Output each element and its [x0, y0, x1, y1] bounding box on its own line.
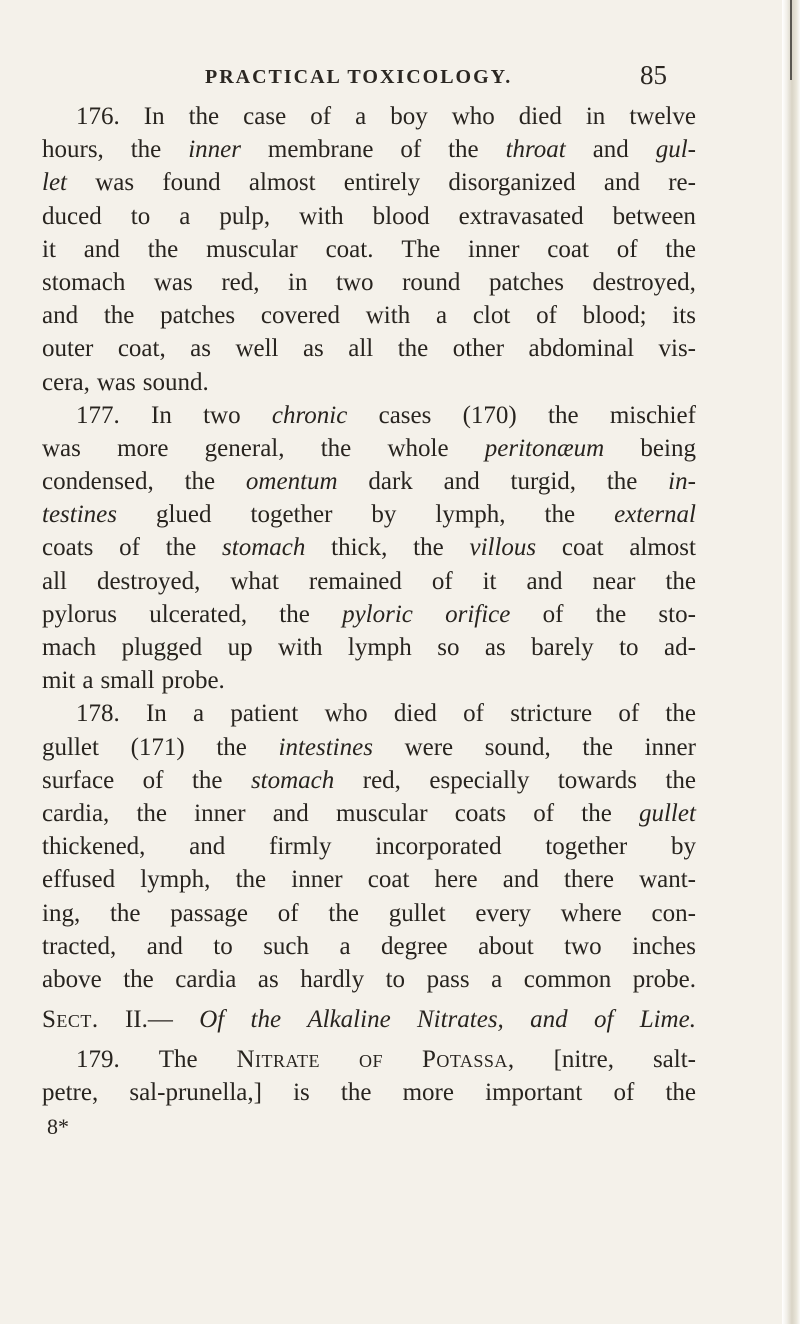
word: hardly — [300, 965, 365, 993]
word: almost — [248, 169, 316, 197]
word: the — [216, 733, 247, 761]
text-line — [42, 299, 696, 332]
word: were — [404, 733, 454, 761]
text-line — [42, 1076, 696, 1109]
word: hours, — [42, 136, 104, 164]
word: omentum — [245, 468, 338, 496]
word: In — [151, 401, 172, 429]
word: coat. — [325, 235, 374, 263]
word: gullet — [638, 799, 696, 827]
word: barely — [531, 634, 594, 661]
word: remained — [308, 567, 402, 595]
word: all — [42, 567, 67, 595]
word: general, — [204, 434, 285, 462]
word: by — [371, 501, 397, 529]
word: peritonæum — [484, 434, 605, 462]
word: muscular — [335, 799, 428, 827]
word: coat — [367, 866, 410, 894]
word: want- — [639, 866, 696, 894]
word: mit — [42, 667, 76, 695]
word: with — [278, 634, 323, 661]
word: firmly — [269, 833, 332, 861]
word: 177. — [76, 401, 120, 429]
word: the — [328, 899, 359, 927]
text-line — [42, 166, 696, 199]
word: the — [548, 401, 579, 429]
word: and — [526, 567, 563, 595]
word: of — [142, 766, 164, 794]
word: the — [123, 965, 154, 993]
word: of — [431, 567, 453, 595]
word: of — [310, 103, 332, 130]
page-edge — [782, 0, 800, 1324]
word: case — [243, 103, 287, 130]
word: a — [179, 202, 191, 230]
word: of — [542, 600, 564, 628]
word: pyloric — [342, 600, 413, 628]
text-line — [42, 1043, 696, 1076]
text-line — [42, 897, 696, 930]
word: pass — [426, 965, 470, 993]
word: the — [165, 534, 197, 562]
word: above — [42, 965, 102, 993]
word: the — [191, 766, 223, 794]
word: inner — [291, 866, 343, 894]
word: and — [592, 136, 629, 164]
word: with — [365, 302, 411, 330]
word: the — [147, 235, 179, 263]
word: it — [482, 567, 497, 595]
word: salt- — [652, 1046, 696, 1074]
word: inner — [468, 235, 520, 263]
word: as — [257, 965, 279, 993]
word: who — [324, 700, 368, 728]
word: coats — [454, 799, 507, 827]
word: coats — [42, 534, 94, 562]
word: of — [400, 136, 422, 164]
word: mach — [42, 634, 97, 661]
word: cardia, — [42, 799, 110, 827]
word: Lime. — [639, 1006, 696, 1034]
word: ad- — [663, 634, 696, 661]
word: cases — [378, 401, 432, 429]
word: patient — [230, 700, 299, 728]
word: was — [42, 434, 81, 462]
word: probe. — [161, 667, 225, 695]
word: and — [443, 468, 480, 496]
word: more — [402, 1079, 454, 1107]
word: near — [592, 567, 636, 595]
word: sound. — [142, 368, 209, 396]
word: lymph — [347, 634, 412, 661]
word: of — [593, 1006, 614, 1034]
word: red, — [362, 766, 401, 794]
word: about — [478, 932, 534, 960]
word: died — [518, 103, 562, 130]
word: common — [523, 965, 612, 993]
word: the — [448, 136, 479, 164]
word: re- — [668, 169, 696, 197]
word: extravasated — [458, 202, 584, 230]
text-line — [42, 863, 696, 896]
word: external — [614, 501, 696, 529]
word: lymph, — [435, 501, 506, 529]
word: other — [452, 335, 505, 363]
word: the — [581, 799, 612, 827]
text-line — [42, 366, 696, 399]
word: pylorus — [42, 600, 117, 628]
page-number: 85 — [640, 60, 667, 90]
word: red, — [221, 268, 260, 296]
text-line — [42, 731, 696, 764]
word: the — [582, 733, 613, 761]
text-line — [42, 233, 696, 266]
word: the — [544, 501, 576, 529]
word: it — [42, 235, 56, 263]
word: the — [279, 600, 310, 628]
word: coat — [547, 235, 589, 263]
word: well — [235, 335, 279, 363]
word: the — [250, 1006, 282, 1034]
word: intestines — [278, 733, 373, 761]
word: The — [401, 235, 441, 263]
word: vis- — [658, 335, 696, 363]
word: blood — [372, 202, 430, 230]
word: gul- — [655, 136, 696, 164]
word: tracted, — [42, 932, 117, 960]
word: inches — [632, 932, 696, 960]
word: ing, — [42, 899, 81, 927]
text-line — [42, 531, 696, 564]
word: stomach — [250, 766, 335, 794]
word: coat, — [117, 335, 166, 363]
word: the — [103, 302, 135, 330]
word: the — [184, 468, 216, 496]
word: to — [213, 932, 233, 960]
word: condensed, — [42, 468, 154, 496]
word: sto- — [658, 600, 696, 628]
word: such — [263, 932, 310, 960]
binding-line — [790, 0, 792, 80]
word: stricture — [510, 700, 593, 728]
text-line — [42, 200, 696, 233]
word: surface — [42, 766, 115, 794]
word: who — [451, 103, 495, 130]
word: in — [585, 103, 606, 130]
word: thick, — [331, 534, 388, 562]
word: the — [320, 434, 352, 462]
text-line — [42, 797, 696, 830]
word: the — [397, 335, 429, 363]
word: two — [203, 401, 241, 429]
word: between — [612, 202, 696, 230]
word: the — [595, 600, 627, 628]
word: patches — [160, 302, 236, 330]
word: passage — [170, 899, 249, 927]
word: 176. — [76, 103, 120, 130]
text-line — [42, 930, 696, 963]
text-line — [42, 432, 696, 465]
word: where — [560, 899, 622, 927]
word: In — [145, 700, 167, 728]
word: the — [665, 766, 696, 794]
word: cardia — [175, 965, 237, 993]
word: pulp, — [219, 202, 271, 230]
word: to — [385, 965, 406, 993]
word: [nitre, — [553, 1046, 614, 1074]
word: round — [402, 268, 461, 296]
word: there — [563, 866, 614, 894]
text-line — [42, 498, 696, 531]
word: a — [193, 700, 205, 728]
word: duced — [42, 202, 102, 230]
word: up — [227, 634, 253, 661]
word: inner — [644, 733, 696, 761]
word: probe. — [632, 965, 696, 993]
word: The — [158, 1046, 198, 1074]
page-header — [205, 60, 667, 96]
word: the — [606, 468, 638, 496]
word: was — [95, 169, 135, 197]
word: gullet — [388, 899, 446, 927]
word: stomach — [222, 534, 306, 562]
word: Sect. — [42, 1006, 99, 1034]
word: as — [484, 634, 506, 661]
word: Alkaline — [307, 1006, 391, 1034]
text-line — [42, 332, 696, 365]
word: patches — [488, 268, 564, 296]
text-line — [42, 1110, 696, 1138]
text-line — [42, 1003, 696, 1036]
word: here — [434, 866, 478, 894]
text-line — [42, 598, 696, 631]
text-line — [42, 963, 696, 996]
word: of — [616, 235, 638, 263]
word: important — [485, 1079, 583, 1107]
text-line — [42, 764, 696, 797]
word: in- — [668, 468, 696, 496]
word: let — [42, 169, 67, 197]
word: 178. — [76, 700, 120, 728]
word: a — [435, 302, 448, 330]
word: of — [463, 700, 484, 728]
word: Nitrate — [236, 1046, 321, 1074]
word: Nitrates, — [416, 1006, 504, 1034]
word: more — [117, 434, 169, 462]
word: membrane — [267, 136, 374, 164]
word: outer — [42, 335, 94, 363]
word: twelve — [629, 103, 696, 130]
word: of — [613, 1079, 635, 1107]
word: by — [670, 833, 696, 861]
word: abdominal — [528, 335, 635, 363]
word: (170) — [462, 401, 517, 429]
word: is — [293, 1079, 310, 1107]
word: especially — [429, 766, 530, 794]
text-line — [42, 664, 696, 697]
word: and — [502, 866, 539, 894]
word: of — [119, 534, 140, 562]
word: dark — [368, 468, 413, 496]
word: sal-prunella,] — [129, 1079, 262, 1107]
word: destroyed, — [592, 268, 696, 296]
word: small — [100, 667, 155, 695]
word: inner — [188, 136, 241, 164]
word: turgid, — [510, 468, 577, 496]
word: the — [665, 567, 696, 595]
word: the — [130, 136, 162, 164]
word: Of — [199, 1006, 225, 1034]
word: blood; — [582, 302, 647, 330]
word: villous — [469, 534, 537, 562]
word: together — [250, 501, 333, 529]
word: II.— — [124, 1006, 173, 1034]
word: and — [189, 833, 226, 861]
word: a — [491, 965, 503, 993]
text-line — [42, 100, 696, 133]
word: the — [340, 1079, 372, 1107]
word: as — [190, 335, 211, 363]
word: Potassa, — [421, 1046, 515, 1074]
word: clot — [472, 302, 511, 330]
text-line — [42, 631, 696, 664]
word: a — [339, 932, 351, 960]
word: testines — [42, 501, 117, 529]
word: was — [96, 368, 136, 396]
word: sound, — [484, 733, 551, 761]
word: as — [302, 335, 324, 363]
word: glued — [155, 501, 212, 529]
word: to — [130, 202, 151, 230]
word: muscular — [206, 235, 298, 263]
text-line — [42, 697, 696, 730]
word: of — [358, 1046, 383, 1074]
word: inner — [194, 799, 246, 827]
word: towards — [557, 766, 637, 794]
word: and — [272, 799, 309, 827]
word: to — [619, 634, 639, 661]
word: of — [618, 700, 640, 728]
word: (171) — [130, 733, 185, 761]
word: degree — [381, 932, 448, 960]
word: and — [603, 169, 640, 197]
word: found — [162, 169, 221, 197]
word: orifice — [445, 600, 511, 628]
word: and — [530, 1006, 568, 1034]
word: all — [348, 335, 374, 363]
word: 179. — [76, 1046, 120, 1074]
word: every — [475, 899, 531, 927]
word: together — [545, 833, 628, 861]
body-text — [42, 100, 696, 1138]
word: two — [336, 268, 374, 296]
word: the — [188, 103, 220, 130]
word: a — [82, 667, 94, 695]
word: being — [640, 434, 696, 462]
word: covered — [260, 302, 340, 330]
word: the — [665, 235, 696, 263]
word: cera, — [42, 368, 90, 396]
word: what — [230, 567, 279, 595]
word: its — [672, 302, 696, 330]
word: two — [564, 932, 602, 960]
word: ulcerated, — [149, 600, 248, 628]
text-line — [42, 465, 696, 498]
word: so — [437, 634, 460, 661]
word: con- — [651, 899, 696, 927]
word: and — [83, 235, 120, 263]
text-line — [42, 830, 696, 863]
word: the — [665, 700, 696, 728]
word: effused — [42, 866, 116, 894]
word: disorganized — [448, 169, 576, 197]
word: almost — [629, 534, 696, 562]
text-line — [42, 399, 696, 432]
word: In — [143, 103, 165, 130]
word: thickened, — [42, 833, 146, 861]
word: with — [299, 202, 344, 230]
word: boy — [390, 103, 428, 130]
word: stomach — [42, 268, 126, 296]
word: mischief — [609, 401, 696, 429]
word: gullet — [42, 733, 99, 761]
word: and — [42, 302, 79, 330]
word: plugged — [121, 634, 203, 661]
word: coat — [561, 534, 604, 562]
word: in — [288, 268, 308, 296]
word: the — [665, 1079, 696, 1107]
word: of — [533, 799, 555, 827]
word: destroyed, — [96, 567, 201, 595]
word: throat — [505, 136, 566, 164]
word: the — [235, 866, 267, 894]
word: died — [393, 700, 437, 728]
word: incorporated — [375, 833, 502, 861]
word: 8* — [47, 1113, 69, 1139]
word: of — [277, 899, 299, 927]
word: petre, — [42, 1079, 99, 1107]
word: entirely — [343, 169, 421, 197]
word: whole — [387, 434, 449, 462]
word: a — [355, 103, 367, 130]
word: chronic — [271, 401, 348, 429]
word: was — [153, 268, 193, 296]
word: of — [536, 302, 557, 330]
word: and — [146, 932, 183, 960]
word: lymph, — [140, 866, 211, 894]
word: the — [136, 799, 168, 827]
text-line — [42, 266, 696, 299]
text-line — [42, 133, 696, 166]
text-line — [42, 565, 696, 598]
running-head: PRACTICAL TOXICOLOGY. — [205, 66, 513, 88]
word: the — [109, 899, 141, 927]
word: the — [413, 534, 444, 562]
